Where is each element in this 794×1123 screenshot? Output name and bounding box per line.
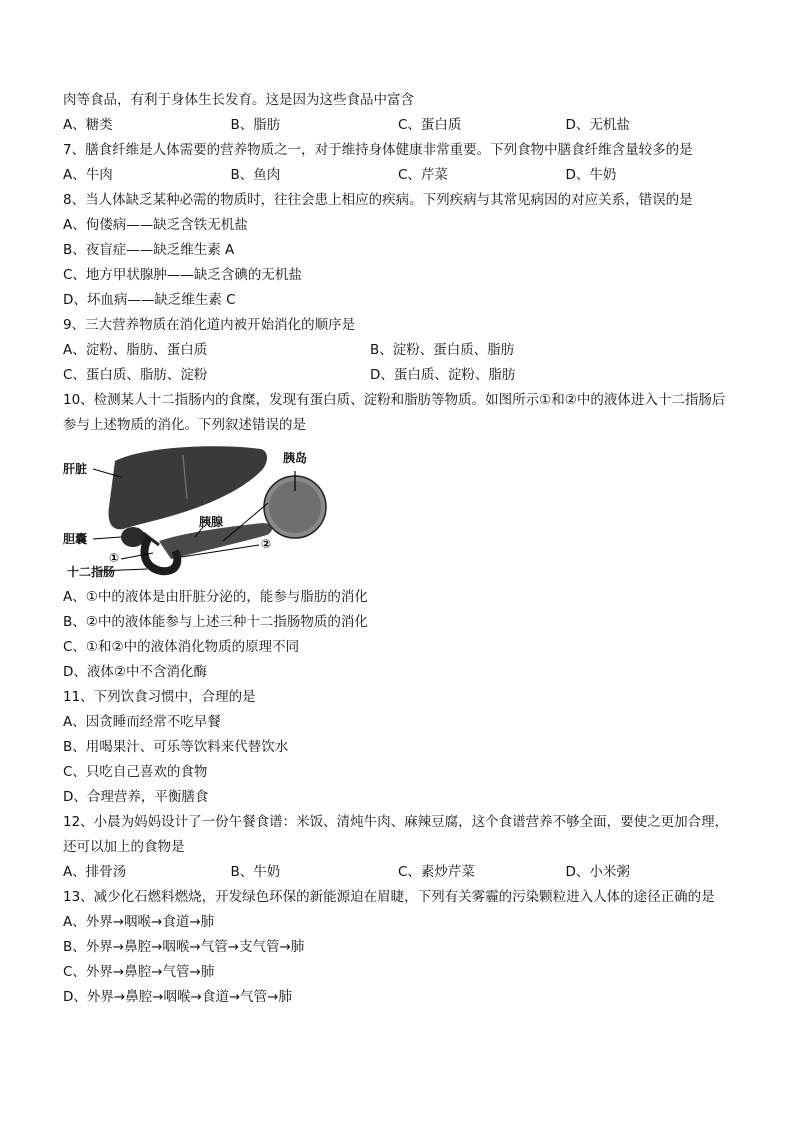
q7-option-c[interactable]: C、芹菜 <box>398 167 448 183</box>
q7-options <box>63 163 733 188</box>
q10-option-b[interactable]: B、②中的液体能参与上述三种十二指肠物质的消化 <box>63 614 368 630</box>
q8-option-d[interactable]: D、坏血病——缺乏维生素 C <box>63 292 236 308</box>
q9-options-row1 <box>63 338 733 363</box>
q11-option-c[interactable]: C、只吃自己喜欢的食物 <box>63 764 208 780</box>
q7-option-a[interactable]: A、牛肉 <box>63 167 113 183</box>
q7-option-d[interactable]: D、牛奶 <box>565 167 617 183</box>
q12-stem: 12、小晨为妈妈设计了一份午餐食谱：米饭、清炖牛肉、麻辣豆腐，这个食谱营养不够全面，要使之更加合理，还可以加上的食物是 <box>63 814 729 855</box>
digestive-organs-figure <box>63 441 363 579</box>
q9-option-b[interactable]: B、淀粉、蛋白质、脂肪 <box>370 342 515 358</box>
q12-option-d[interactable]: D、小米粥 <box>565 864 630 880</box>
q11-option-b[interactable]: B、用喝果汁、可乐等饮料来代替饮水 <box>63 739 289 755</box>
q12-option-b[interactable]: B、牛奶 <box>230 864 281 880</box>
q9-options-row2 <box>63 363 733 388</box>
q13-option-a[interactable]: A、外界→咽喉→食道→肺 <box>63 914 215 930</box>
q11-option-d[interactable]: D、合理营养，平衡膳食 <box>63 789 209 805</box>
q8-option-b[interactable]: B、夜盲症——缺乏维生素 A <box>63 242 235 258</box>
q10-option-c[interactable]: C、①和②中的液体消化物质的原理不同 <box>63 639 300 655</box>
q6-option-d[interactable]: D、无机盐 <box>565 117 630 133</box>
islet-label: 胰岛 <box>283 451 308 465</box>
q9-option-d[interactable]: D、蛋白质、淀粉、脂肪 <box>370 367 516 383</box>
q8-option-c[interactable]: C、地方甲状腺肿——缺乏含碘的无机盐 <box>63 267 302 283</box>
q8-option-a[interactable]: A、佝偻病——缺乏含铁无机盐 <box>63 217 248 233</box>
q12-option-a[interactable]: A、排骨汤 <box>63 864 127 880</box>
q10-stem: 10、检测某人十二指肠内的食糜，发现有蛋白质、淀粉和脂肪等物质。如图所示①和②中的液体进入十二指肠后参与上述物质的消化。下列叙述错误的是 <box>63 392 726 433</box>
q6-stem-tail: 肉等食品，有利于身体生长发育。这是因为这些食品中富含 <box>63 92 414 108</box>
q11-stem: 11、下列饮食习惯中，合理的是 <box>63 689 256 705</box>
liver-label: 肝脏 <box>63 462 88 476</box>
exam-page <box>63 88 733 1010</box>
q6-option-a[interactable]: A、糖类 <box>63 117 113 133</box>
q10-option-a[interactable]: A、①中的液体是由肝脏分泌的，能参与脂肪的消化 <box>63 589 368 605</box>
gallbladder-shape <box>121 527 145 547</box>
q13-option-b[interactable]: B、外界→鼻腔→咽喉→气管→支气管→肺 <box>63 939 305 955</box>
liver-shape <box>109 446 267 529</box>
q6-options <box>63 113 733 138</box>
q13-option-c[interactable]: C、外界→鼻腔→气管→肺 <box>63 964 215 980</box>
marker-2: ② <box>261 537 272 551</box>
q11-option-a[interactable]: A、因贪睡而经常不吃早餐 <box>63 714 221 730</box>
q9-stem: 9、三大营养物质在消化道内被开始消化的顺序是 <box>63 317 356 333</box>
q10-option-d[interactable]: D、液体②中不含消化酶 <box>63 664 207 680</box>
q8-stem: 8、当人体缺乏某种必需的物质时，往往会患上相应的疾病。下列疾病与其常见病因的对应关系，错误的是 <box>63 192 693 208</box>
gallbladder-label: 胆囊 <box>63 532 88 546</box>
pancreas-label: 胰腺 <box>199 515 224 529</box>
q6-option-b[interactable]: B、脂肪 <box>230 117 281 133</box>
q13-option-d[interactable]: D、外界→鼻腔→咽喉→食道→气管→肺 <box>63 989 292 1005</box>
q7-stem: 7、膳食纤维是人体需要的营养物质之一，对于维持身体健康非常重要。下列食物中膳食纤维含量较多的是 <box>63 142 693 158</box>
q12-options <box>63 860 733 885</box>
q9-option-c[interactable]: C、蛋白质、脂肪、淀粉 <box>63 367 208 383</box>
marker-1: ① <box>109 551 120 565</box>
duodenum-label: 十二指肠 <box>67 565 116 579</box>
q12-option-c[interactable]: C、素炒芹菜 <box>398 864 475 880</box>
q13-stem: 13、减少化石燃料燃烧，开发绿色环保的新能源迫在眉睫，下列有关雾霾的污染颗粒进入人体的途径正确的是 <box>63 889 715 905</box>
q9-option-a[interactable]: A、淀粉、脂肪、蛋白质 <box>63 342 208 358</box>
q7-option-b[interactable]: B、鱼肉 <box>230 167 281 183</box>
q6-option-c[interactable]: C、蛋白质 <box>398 117 462 133</box>
liver-pancreas-illustration <box>63 441 363 579</box>
